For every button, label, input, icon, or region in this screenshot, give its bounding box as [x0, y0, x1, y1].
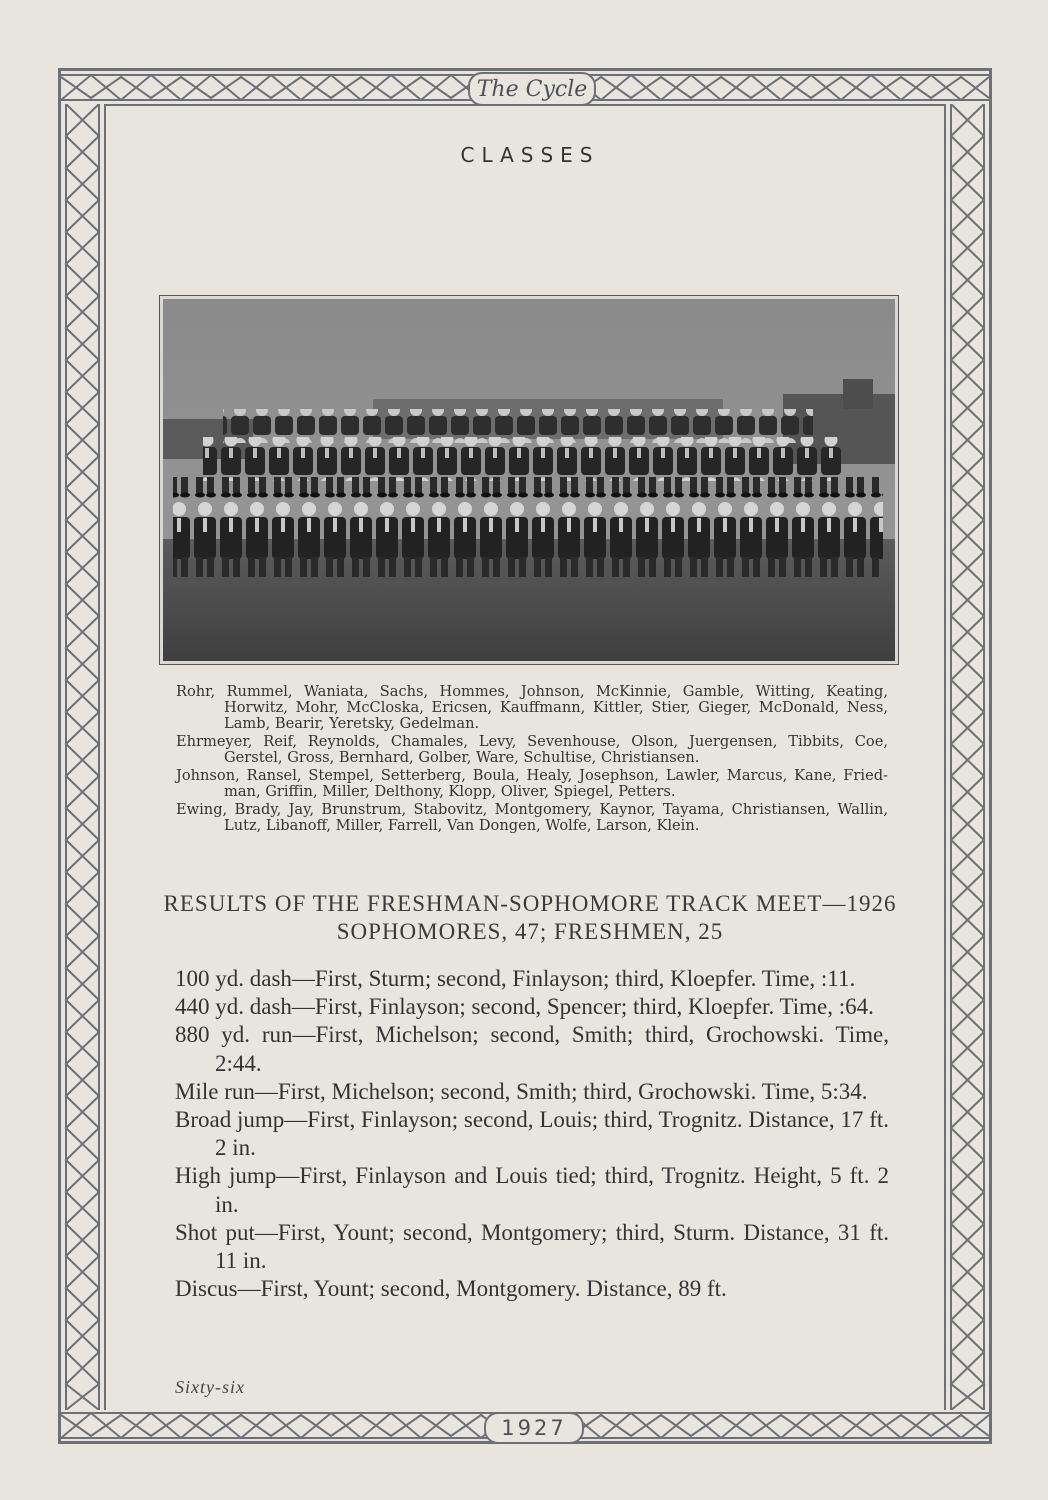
section-title: CLASSES: [460, 143, 600, 167]
year-label: 1927: [501, 1416, 567, 1440]
event-result: High jump—First, Finlayson and Louis tied; third, Trognitz. Height, 5 ft. 2 in.: [175, 1163, 889, 1217]
event-result: Discus—First, Yount; second, Montgomery. Distance, 89 ft.: [175, 1276, 727, 1302]
event-result: 880 yd. run—First, Michelson; second, Smith; third, Grochowski. Time, 2:44.: [175, 1022, 889, 1076]
event-result: Shot put—First, Yount; second, Montgomery; third, Sturm. Distance, 31 ft. 11 in.: [175, 1219, 889, 1274]
ornament-band-left: [61, 104, 104, 1410]
event-result: 440 yd. dash—First, Finlayson; second, Spencer; third, Kloepfer. Time, :64.: [175, 994, 874, 1020]
ornament-band-right: [946, 104, 989, 1410]
photo-caption: [176, 684, 888, 836]
caption-row: Ewing, Brady, Jay, Brunstrum, Stabovitz, Montgomery, Kaynor, Tayama, Christiansen, Wallin, Lutz, Libanoff, Miller, Farrell, Van Dongen, Wolfe, Larson, Klein.: [176, 801, 888, 834]
results-list: [175, 965, 889, 1303]
caption-row: Johnson, Ransel, Stempel, Setterberg, Boula, Healy, Josephson, Lawler, Marcus, Kane, Fried-man, Griffin, Miller, Delthony, Klopp, Oliver, Spiegel, Petters.: [176, 767, 888, 800]
year-badge: [484, 1412, 584, 1444]
event-result: 100 yd. dash—First, Sturm; second, Finlayson; third, Kloepfer. Time, :11.: [175, 966, 856, 991]
caption-row: Rohr, Rummel, Waniata, Sachs, Hommes, Johnson, McKinnie, Gamble, Witting, Keating, Horwitz, Mohr, McCloska, Ericsen, Kauffmann, Kittler, Stier, Gieger, McDonald, Ness, Lamb, Bearir, Yeretsky, Gedelman.: [176, 683, 888, 732]
results-heading: RESULTS OF THE FRESHMAN-SOPHOMORE TRACK MEET—1926: [163, 891, 897, 916]
caption-row: Ehrmeyer, Reif, Reynolds, Chamales, Levy, Sevenhouse, Olson, Juergensen, Tibbits, Coe, Gerstel, Gross, Bernhard, Golber, Ware, Schultise, Christiansen.: [176, 733, 888, 766]
publication-name: The Cycle: [476, 76, 588, 102]
results-score: SOPHOMORES, 47; FRESHMEN, 25: [336, 919, 724, 944]
page-number: Sixty-six: [175, 1377, 245, 1397]
event-result: Mile run—First, Michelson; second, Smith; third, Grochowski. Time, 5:34.: [175, 1078, 868, 1104]
event-result: Broad jump—First, Finlayson; second, Louis; third, Trognitz. Distance, 17 ft. 2 in.: [175, 1107, 889, 1161]
publication-logo: [468, 72, 596, 106]
class-group-photo: [160, 296, 898, 664]
